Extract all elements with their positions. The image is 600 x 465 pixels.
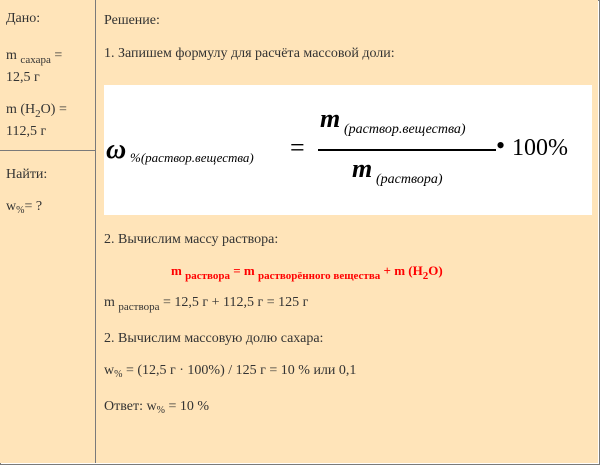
sugar-mass-line: m $_{сахара}$ = [6,48,63,66]
step1-text: 1. Запишем формулу для расчёта массовой доли: [104,46,395,61]
water-mass-value: 112,5 г [6,124,47,139]
answer-line: Ответ: $w_{\%} = 10$ % [104,399,209,416]
numerator-subscript: (раствор.вещества) [344,122,466,137]
denominator-subscript: (раствора) [376,172,443,187]
multiplication-dot: • [496,131,506,160]
given-divider [0,150,95,151]
solution-header: Решение: [104,13,160,28]
given-column [0,0,96,463]
find-item: $w_{\%}=$ ? [6,199,43,216]
fraction-line [318,149,496,151]
mass-fraction-formula [104,85,592,215]
hundred-percent: 100% [512,135,568,161]
numerator-m: m [320,104,341,133]
sugar-mass-value: 12,5 г [6,70,40,85]
omega-subscript: %(раствор.вещества) [130,150,254,165]
denominator-m: m [352,154,373,183]
equals-sign: = [290,133,305,162]
mass-fraction-calc: $w_{\%} = (12,5$ г · 100%) / 125 г = 10 % или 0,1 [104,363,357,380]
solution-mass-calc: m $_{раствора}$ = 12,5 г + 112,5 г = 125 г [104,295,309,313]
step2-text: 2. Вычислим массу раствора: [104,232,279,247]
water-mass-line: m $(H_2O)$ = [6,102,67,120]
omega-symbol: ω [106,134,127,165]
find-header: Найти: [6,167,48,182]
solution-mass-formula: m $_{раствора}$ = m $_{растворённого вещества}$ + m $(H_2O)$ [171,263,443,282]
given-header: Дано: [6,11,41,26]
step3-text: 2. Вычислим массовую долю сахара: [104,331,324,346]
